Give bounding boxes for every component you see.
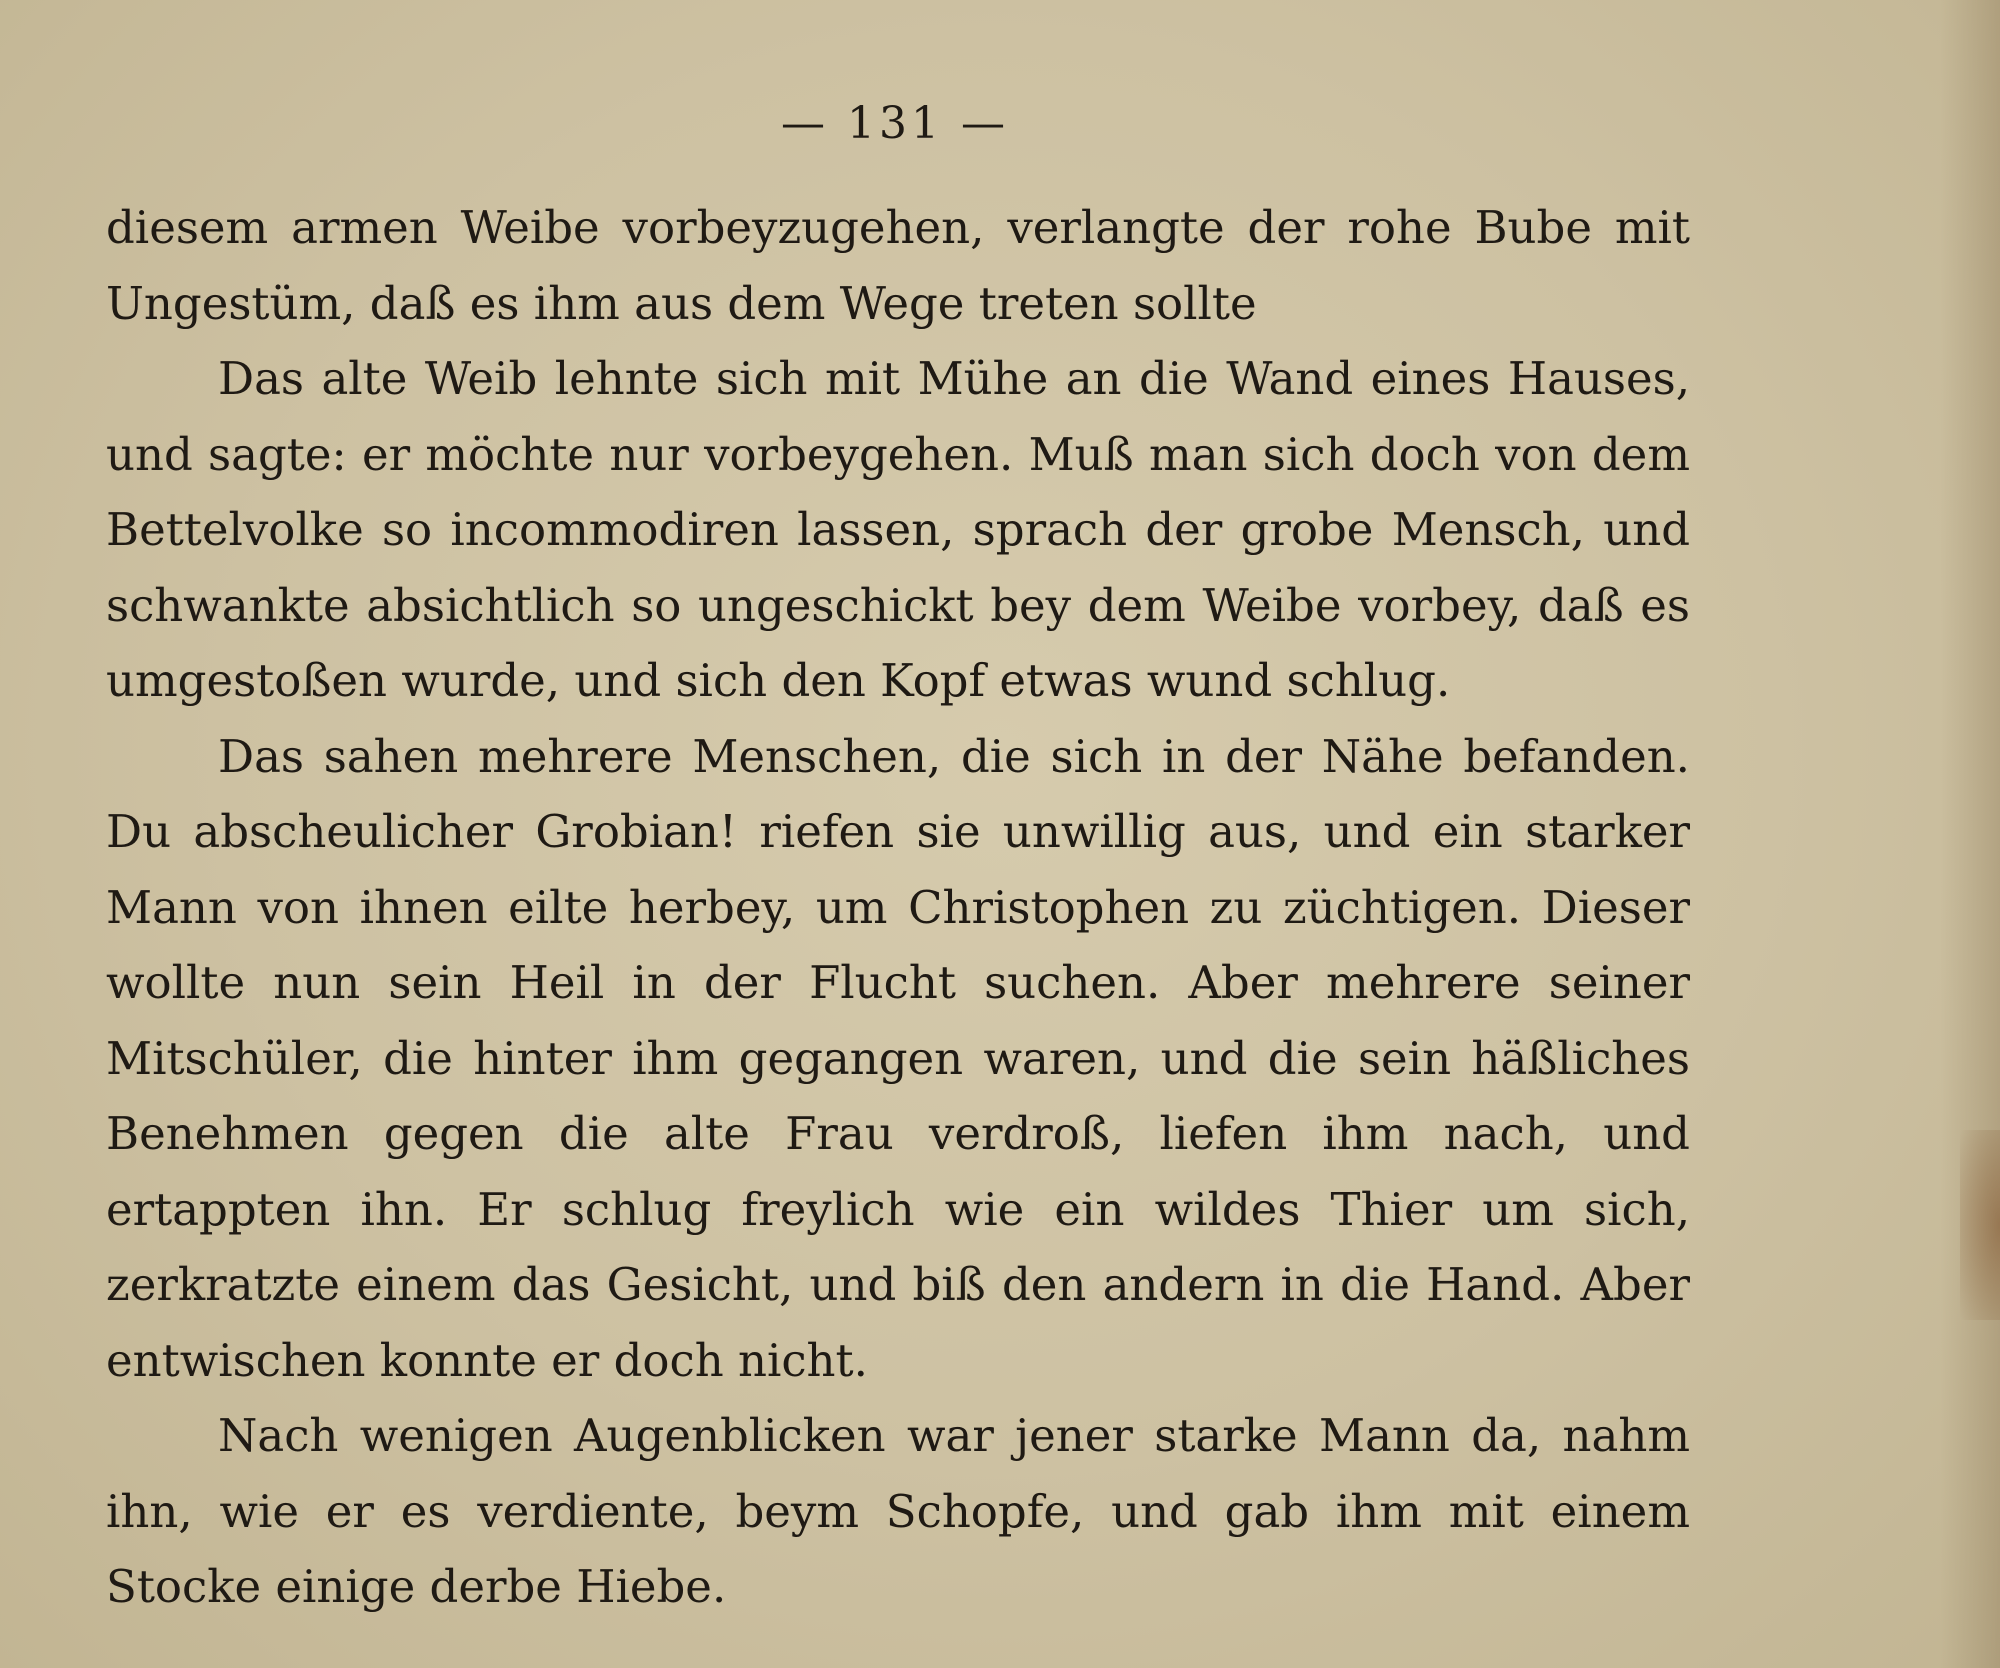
paragraph-2: Das alte Weib lehnte sich mit Mühe an die Wand eines Hauses, und sagte: er möchte nur vorbeygehen. Muß man sich doch von dem Bettelvolke so incommodiren lassen, sprach der grobe Mensch, und schwankte absichtlich so ungeschickt bey dem Weibe vorbey, daß es umgestoßen wurde, und sich den Kopf etwas wund schlug. (106, 352, 1690, 707)
paragraph-1: diesem armen Weibe vorbeyzugehen, verlangte der rohe Bube mit Ungestüm, daß es ihm aus dem Wege treten sollte (106, 201, 1690, 330)
paragraph-3: Das sahen mehrere Menschen, die sich in der Nähe befanden. Du abscheulicher Grobian! riefen sie unwillig aus, und ein starker Mann von ihnen eilte herbey, um Christophen zu züchtigen. Dieser wollte nun sein Heil in der Flucht suchen. Aber mehrere seiner Mitschüler, die hinter ihm gegangen waren, und die sein häßliches Benehmen gegen die alte Frau verdroß, liefen ihm nach, und ertappten ihn. Er schlug freylich wie ein wildes Thier um sich, zerkratzte einem das Gesicht, und biß den andern in die Hand. Aber entwischen konnte er doch nicht. (106, 729, 1690, 1387)
body-text (106, 190, 1690, 1625)
page-number: — 131 — (781, 98, 1009, 149)
page-stain (1960, 1130, 2000, 1320)
page-edge-shadow (1940, 0, 2000, 1668)
paragraph-4: Nach wenigen Augenblicken war jener starke Mann da, nahm ihn, wie er es verdiente, beym Schopfe, und gab ihm mit einem Stocke einige derbe Hiebe. (106, 1409, 1690, 1613)
